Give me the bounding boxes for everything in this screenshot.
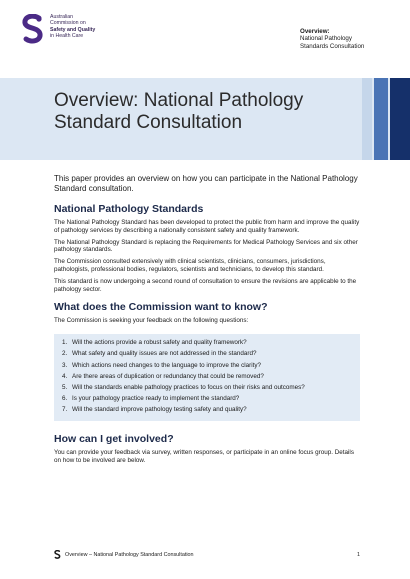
document-label-line: National Pathology	[300, 35, 352, 43]
question-item	[62, 339, 352, 347]
question-number: 2.	[62, 350, 68, 358]
question-item	[62, 362, 352, 370]
org-name-line: Australian	[50, 14, 74, 20]
question-text: Will the standard improve pathology testing safety and quality?	[72, 406, 247, 414]
question-text: Which actions need changes to the language to improve the clarity?	[72, 361, 262, 369]
question-text: Will the actions provide a robust safety and quality framework?	[72, 339, 247, 347]
question-number: 5.	[62, 383, 68, 391]
commission-logo-icon	[54, 550, 61, 559]
banner-accent-bar	[390, 78, 410, 160]
question-number: 6.	[62, 395, 68, 403]
question-item	[62, 350, 352, 358]
org-name	[50, 14, 95, 40]
question-number: 7.	[62, 406, 68, 414]
body-paragraph: This standard is now undergoing a second round of consultation to ensure the revisions are applicable to the pathology sector.	[54, 277, 357, 293]
body-paragraph: You can provide your feedback via survey, written responses, or participate in an online focus group. Details on how to be involved are below.	[54, 449, 354, 465]
page-number: 1	[357, 551, 360, 558]
questions-box	[54, 334, 360, 421]
body-paragraph: The National Pathology Standard has been developed to protect the public from harm and improve the quality of pathology services by describing a nationally consistent safety and quality framework.	[54, 219, 360, 234]
question-item	[62, 395, 352, 403]
question-text: Will the standards enable pathology practices to focus on their risks and outcomes?	[72, 383, 305, 391]
main-content	[54, 174, 360, 469]
section-heading-standards: National Pathology Standards	[54, 203, 204, 215]
footer-title: Overview – National Pathology Standard Consultation	[65, 551, 194, 558]
feedback-lead: The Commission is seeking your feedback on the following questions:	[54, 317, 249, 325]
section-heading-involved: How can I get involved?	[54, 433, 174, 446]
question-item	[62, 406, 352, 414]
question-number: 4.	[62, 372, 68, 380]
document-label-line: Overview:	[300, 28, 330, 35]
org-name-line: Commission on	[50, 20, 86, 27]
question-text: Are there areas of duplication or redundancy that could be removed?	[72, 372, 264, 380]
banner-accent-bar	[374, 78, 388, 160]
section-heading-feedback: What does the Commission want to know?	[54, 301, 268, 314]
banner-accent-bar	[362, 78, 372, 160]
question-number: 1.	[62, 339, 68, 347]
commission-logo	[22, 14, 95, 44]
commission-logo-icon	[22, 14, 44, 44]
org-name-line: Safety and Quality	[50, 26, 96, 33]
page-header	[0, 0, 410, 70]
page-footer	[54, 550, 360, 559]
question-text: What safety and quality issues are not addressed in the standard?	[72, 350, 257, 358]
question-item	[62, 373, 352, 381]
body-paragraph: The Commission consulted extensively with clinical scientists, clinicians, consumers, jurisdictions, pathologists, professional bodies, regulators, scientists and technicians, to develop this standard.	[54, 258, 326, 273]
question-number: 3.	[62, 361, 68, 369]
document-label	[300, 28, 364, 50]
question-item	[62, 384, 352, 392]
body-paragraph: The National Pathology Standard is replacing the Requirements for Medical Pathology Services and six other pathology standards.	[54, 238, 358, 254]
org-name-line: in Health Care	[50, 33, 84, 40]
page-title: Overview: National Pathology Standard Consultation	[54, 90, 304, 133]
intro-paragraph: This paper provides an overview on how you can participate in the National Pathology Standard consultation.	[54, 174, 358, 193]
question-text: Is your pathology practice ready to implement the standard?	[72, 395, 240, 403]
document-label-line: Standards Consultation	[300, 42, 365, 50]
